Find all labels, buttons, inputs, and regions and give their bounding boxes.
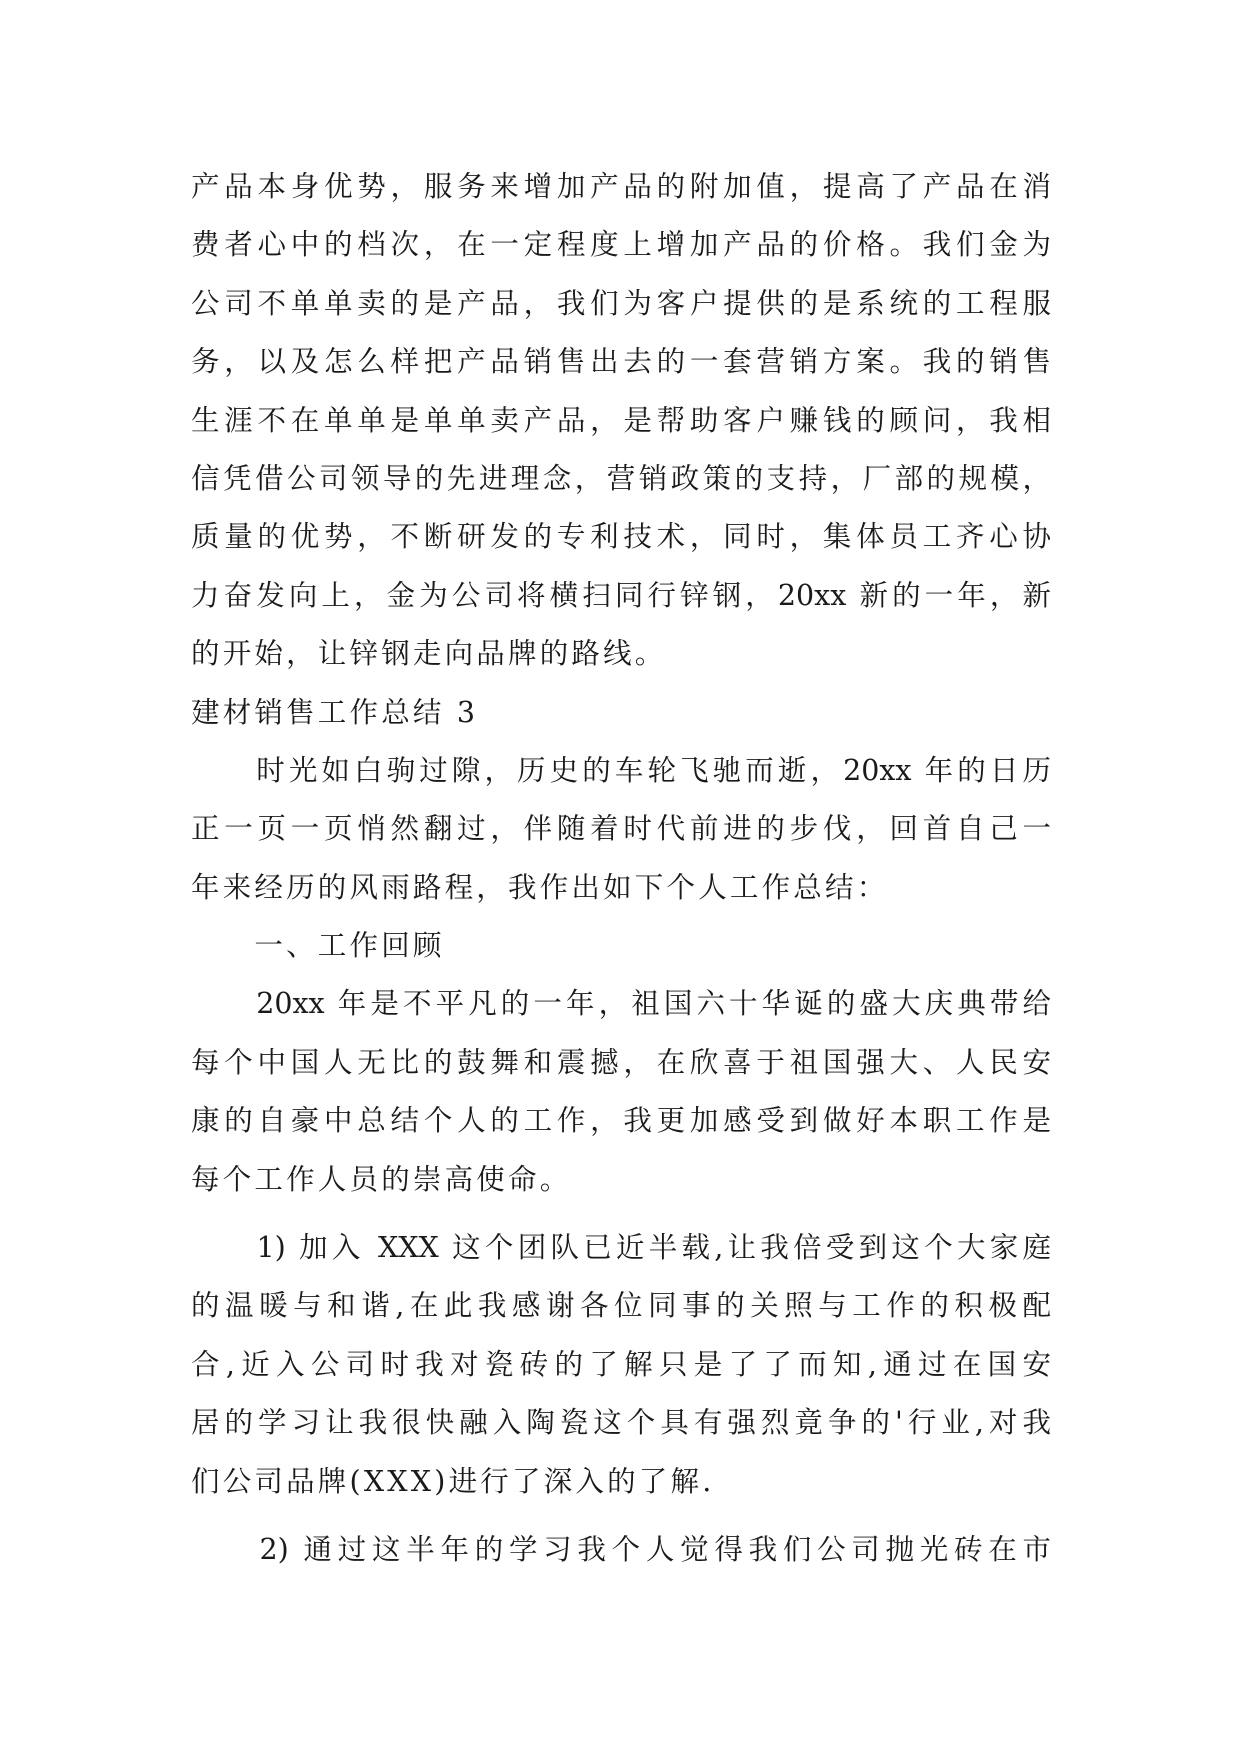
text-line: 一、工作回顾 bbox=[191, 929, 445, 963]
text-line: 1) 加入 XXX 这个团队已近半载,让我倍受到这个大家庭 bbox=[191, 1231, 1051, 1265]
text-line: 信凭借公司领导的先进理念，营销政策的支持，厂部的规模， bbox=[191, 461, 1051, 495]
text-line: 正一页一页悄然翻过，伴随着时代前进的步伐，回首自己一 bbox=[191, 812, 1051, 846]
text-line: 合,近入公司时我对瓷砖的了解只是了了而知,通过在国安 bbox=[191, 1347, 1051, 1381]
text-line: 产品本身优势，服务来增加产品的附加值，提高了产品在消 bbox=[191, 170, 1051, 203]
document-body bbox=[191, 158, 1051, 1579]
text-line: 的开始，让锌钢走向品牌的路线。 bbox=[191, 637, 667, 671]
text-line: 费者心中的档次，在一定程度上增加产品的价格。我们金为 bbox=[191, 228, 1051, 262]
paragraph-gap bbox=[191, 1209, 1051, 1219]
text-line: 康的自豪中总结个人的工作，我更加感受到做好本职工作是 bbox=[191, 1104, 1051, 1138]
text-line: 每个中国人无比的鼓舞和震撼，在欣喜于祖国强大、人民安 bbox=[191, 1045, 1051, 1079]
text-line: 居的学习让我很快融入陶瓷这个具有强烈竟争的'行业,对我 bbox=[191, 1406, 1051, 1440]
paragraph-gap bbox=[191, 1511, 1051, 1521]
text-line: 力奋发向上，金为公司将横扫同行锌钢，20xx 新的一年，新 bbox=[191, 578, 1051, 612]
text-line: 20xx 年是不平凡的一年，祖国六十华诞的盛大庆典带给 bbox=[191, 987, 1051, 1021]
text-line: 年来经历的风雨路程，我作出如下个人工作总结： bbox=[191, 870, 889, 904]
text-line: 时光如白驹过隙，历史的车轮飞驰而逝，20xx 年的日历 bbox=[191, 753, 1051, 787]
text-line: 生涯不在单单是单单卖产品，是帮助客户赚钱的顾问，我相 bbox=[191, 403, 1051, 437]
text-line: 务，以及怎么样把产品销售出去的一套营销方案。我的销售 bbox=[191, 345, 1051, 379]
text-line: 建材销售工作总结 3 bbox=[191, 695, 479, 729]
text-line: 2) 通过这半年的学习我个人觉得我们公司抛光砖在市 bbox=[191, 1532, 1051, 1566]
text-line: 每个工作人员的崇高使命。 bbox=[191, 1162, 572, 1196]
text-line: 们公司品牌(XXX)进行了深入的了解. bbox=[191, 1464, 715, 1498]
text-line: 公司不单单卖的是产品，我们为客户提供的是系统的工程服 bbox=[191, 286, 1051, 320]
text-line: 的温暖与和谐,在此我感谢各位同事的关照与工作的积极配 bbox=[191, 1289, 1051, 1323]
text-line: 质量的优势，不断研发的专利技术，同时，集体员工齐心协 bbox=[191, 520, 1051, 554]
